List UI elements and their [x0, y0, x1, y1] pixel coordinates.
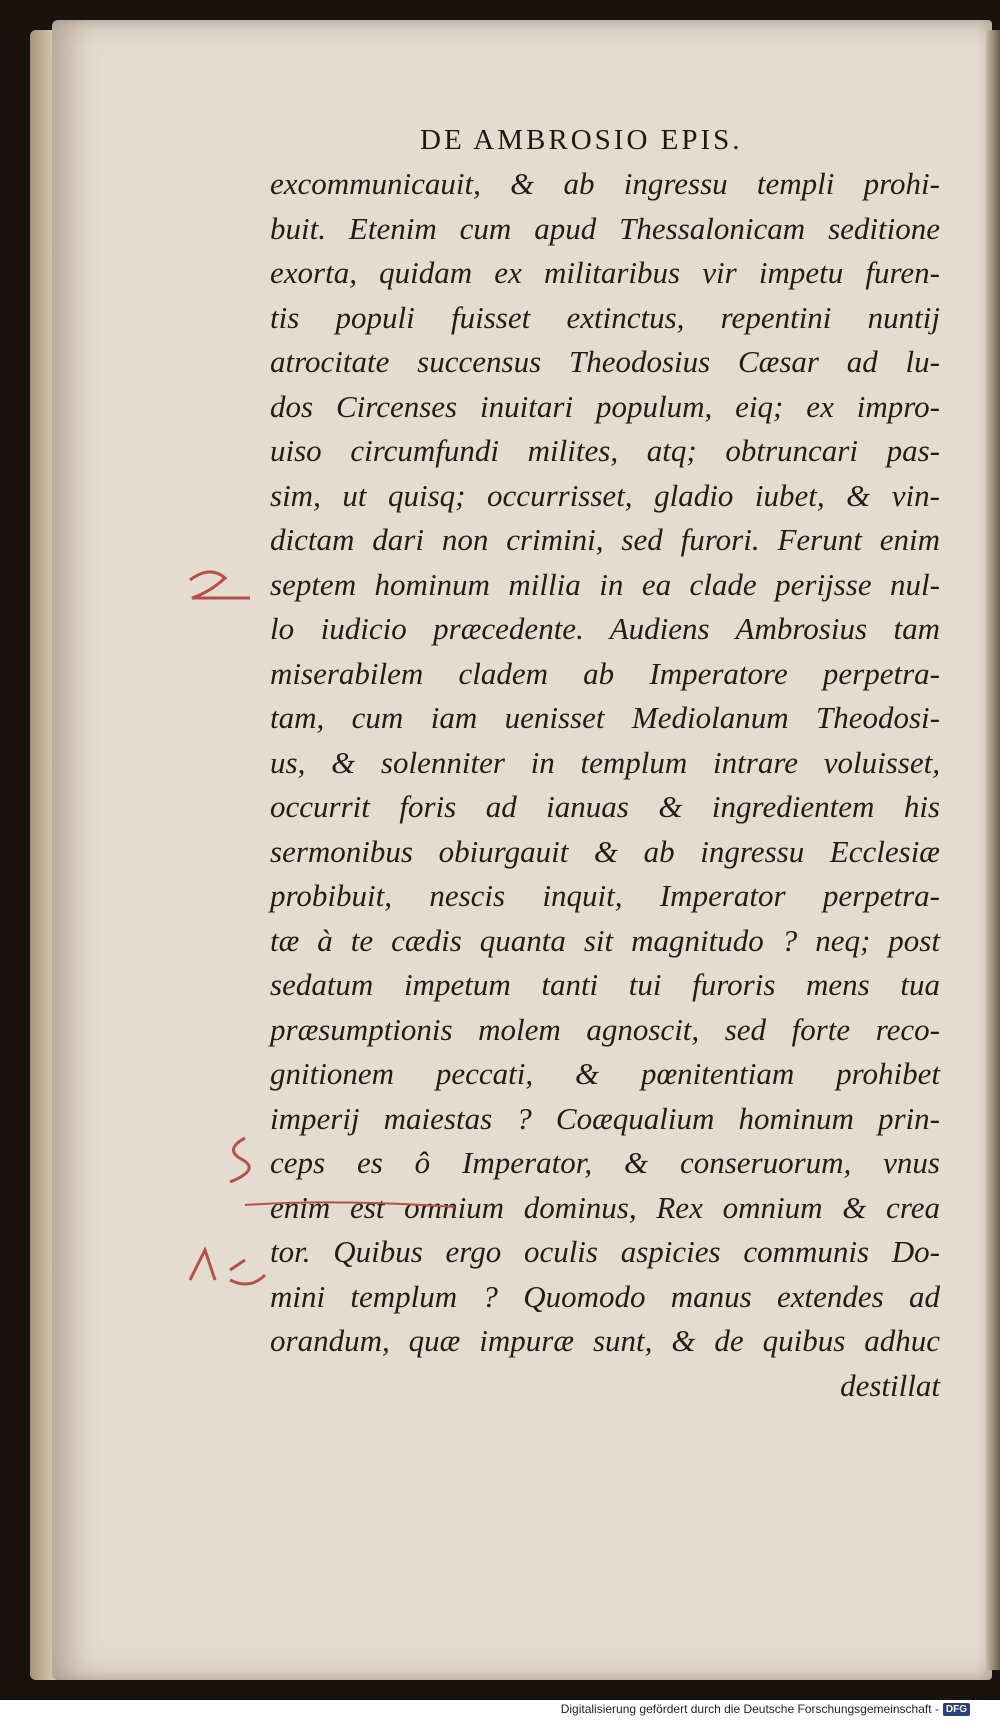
text-line: tæ à te cædis quanta sit magnitudo ? neq; post — [270, 922, 940, 958]
text-line: gnitionem peccati, & pœnitentiam prohibet — [270, 1056, 940, 1091]
text-line: imperij maiestas ? Coæqualium hominum prin- — [270, 1100, 940, 1136]
text-line: enim est omnium dominus, Rex omnium & crea — [270, 1189, 940, 1225]
text-line: excommunicauit, & ab ingressu templi prohi- — [270, 166, 940, 201]
margin-annotation-mark — [215, 1130, 295, 1190]
text-line: occurrit foris ad ianuas & ingredientem his — [270, 789, 940, 824]
credit-text: Digitalisierung gefördert durch die Deutsche Forschungsgemeinschaft - — [560, 1702, 939, 1716]
text-line: orandum, quæ impuræ sunt, & de quibus adhuc — [270, 1323, 940, 1358]
text-line: atrocitate succensus Theodosius Cæsar ad lu- — [270, 344, 940, 379]
dfg-logo: DFG — [943, 1703, 970, 1716]
text-line: probibuit, nescis inquit, Imperator perpetra- — [270, 878, 940, 913]
text-line: ceps es ô Imperator, & conseruorum, vnus — [270, 1145, 940, 1180]
margin-annotation-mark — [170, 1240, 290, 1300]
text-line: lo iudicio præcedente. Audiens Ambrosius tam — [270, 611, 940, 646]
text-line: sermonibus obiurgauit & ab ingressu Ecclesiæ — [270, 833, 940, 869]
text-line: mini templum ? Quomodo manus extendes ad — [270, 1278, 940, 1314]
text-line: us, & solenniter in templum intrare voluisset, — [270, 744, 940, 780]
text-line: dictam dari non crimini, sed furori. Ferunt enim — [270, 522, 940, 557]
page-right-edge — [986, 30, 1000, 1670]
margin-annotation-mark — [180, 560, 300, 610]
text-line: buit. Etenim cum apud Thessalonicam seditione — [270, 210, 940, 246]
catchword: destillat — [840, 1367, 940, 1403]
digitization-credit — [561, 1702, 970, 1716]
text-line: uiso circumfundi milites, atq; obtruncari pas- — [270, 433, 940, 468]
text-block — [270, 162, 950, 1408]
text-line: dos Circenses inuitari populum, eiq; ex impro- — [270, 388, 940, 424]
text-line: tis populi fuisset extinctus, repentini nuntij — [270, 299, 940, 335]
margin-underline-mark — [240, 1195, 460, 1215]
text-line: præsumptionis molem agnoscit, sed forte reco- — [270, 1011, 940, 1047]
running-header: DE AMBROSIO EPIS. — [420, 124, 743, 156]
text-line: sim, ut quisq; occurrisset, gladio iubet, & vin- — [270, 477, 940, 513]
text-line: tam, cum iam uenisset Mediolanum Theodosi- — [270, 700, 940, 735]
text-line: septem hominum millia in ea clade perijsse nul- — [270, 566, 940, 602]
text-line: exorta, quidam ex militaribus vir impetu furen- — [270, 255, 940, 290]
text-line: tor. Quibus ergo oculis aspicies communis Do- — [270, 1234, 940, 1269]
text-line: miserabilem cladem ab Imperatore perpetra- — [270, 655, 940, 691]
text-line: sedatum impetum tanti tui furoris mens tua — [270, 967, 940, 1002]
